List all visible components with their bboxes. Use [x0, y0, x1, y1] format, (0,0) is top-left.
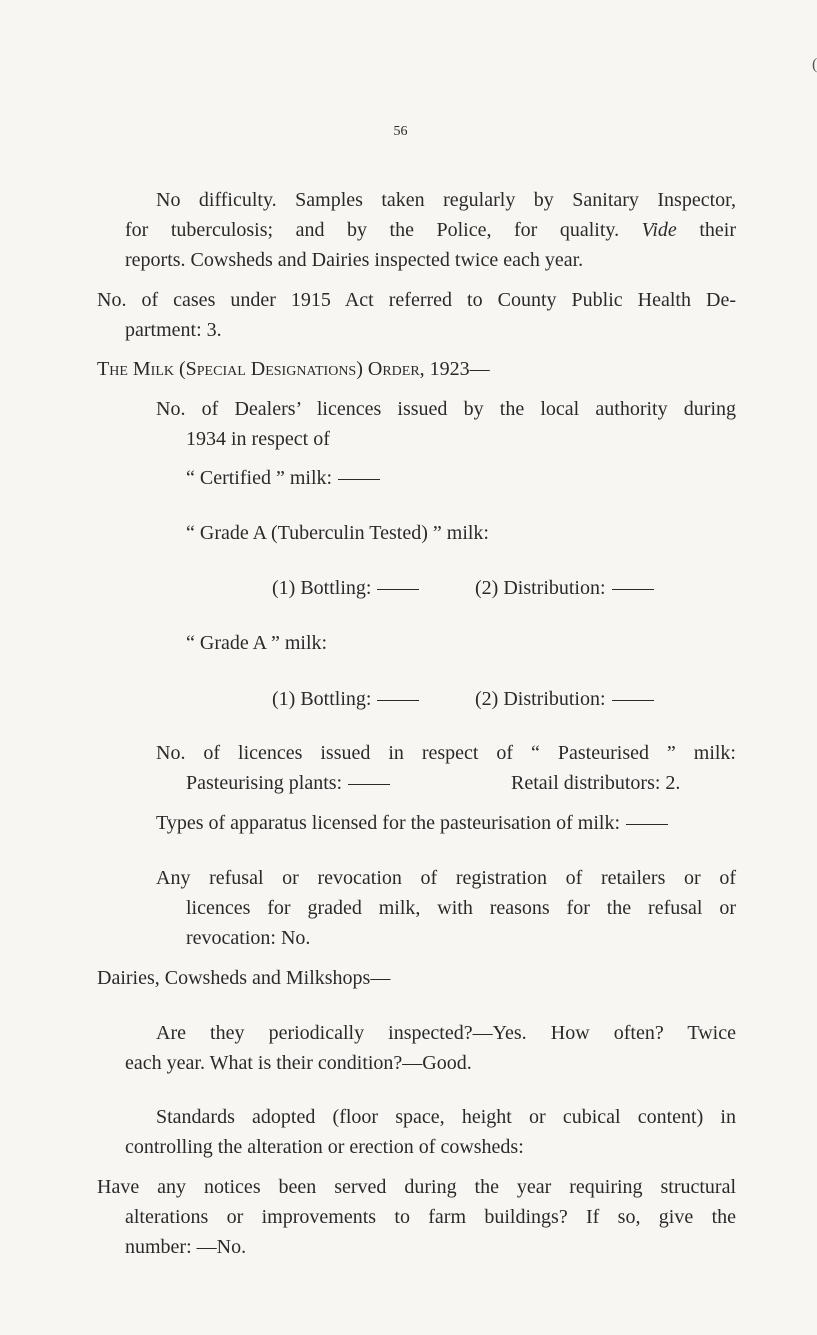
refusal-line3: revocation: No. — [186, 927, 311, 949]
para1-line2-end: their — [699, 219, 736, 241]
blank-rule — [338, 479, 380, 480]
grade-a-line: “ Grade A ” milk: — [186, 632, 328, 654]
para1-line2 — [125, 217, 736, 243]
plants-label: Pasteurising plants: — [186, 772, 343, 794]
notices-line3: number: —No. — [125, 1236, 247, 1258]
standards-line2: controlling the alteration or erection of cowsheds: — [125, 1136, 524, 1158]
corner-mark: ( — [812, 56, 817, 73]
vide-text: Vide — [641, 219, 677, 241]
bottling-1-label: (1) Bottling: — [272, 577, 372, 599]
para1-line1: No difficulty. Samples taken regularly by Sanitary Inspector, — [156, 189, 736, 211]
blank-rule — [377, 700, 419, 701]
notices-line1: Have any notices been served during the year requiring structural — [97, 1176, 736, 1198]
standards-line1: Standards adopted (floor space, height or cubical content) in — [156, 1106, 736, 1128]
blank-rule — [612, 700, 654, 701]
cases-line2: partment: 3. — [125, 319, 222, 341]
blank-rule — [377, 589, 419, 590]
dairies-heading: Dairies, Cowsheds and Milkshops— — [97, 967, 391, 989]
distribution-1-label: (2) Distribution: — [475, 577, 606, 599]
para1-line2-text: for tuberculosis; and by the Police, for quality. — [125, 219, 620, 241]
pasteurising-plants — [186, 770, 390, 796]
certified-line — [186, 465, 380, 491]
certified-label: “ Certified ” milk: — [186, 467, 333, 489]
distribution-2 — [475, 686, 654, 712]
inspected-line2: each year. What is their condition?—Good. — [125, 1052, 472, 1074]
notices-line2: alterations or improvements to farm buildings? If so, give the — [125, 1206, 736, 1228]
order-heading: The Milk (Special Designations) Order, 1923— — [97, 358, 490, 380]
bottling-1 — [272, 575, 419, 601]
bottling-2-label: (1) Bottling: — [272, 688, 372, 710]
dealers-line2: 1934 in respect of — [186, 428, 330, 450]
refusal-line1: Any refusal or revocation of registration of retailers or of — [156, 867, 736, 889]
cases-line1: No. of cases under 1915 Act referred to County Public Health De- — [97, 289, 736, 311]
page-number: 56 — [393, 124, 408, 139]
blank-rule — [348, 784, 390, 785]
apparatus-label: Types of apparatus licensed for the pasteurisation of milk: — [156, 812, 621, 834]
refusal-line2: licences for graded milk, with reasons for the refusal or — [186, 897, 736, 919]
para1-line3: reports. Cowsheds and Dairies inspected twice each year. — [125, 249, 584, 271]
apparatus-line — [156, 810, 668, 836]
grade-a-tt-line: “ Grade A (Tuberculin Tested) ” milk: — [186, 522, 489, 544]
retail-distributors: Retail distributors: 2. — [511, 772, 681, 794]
pasteurised-line1: No. of licences issued in respect of “ Pasteurised ” milk: — [156, 742, 736, 764]
distribution-2-label: (2) Distribution: — [475, 688, 606, 710]
distribution-1 — [475, 575, 654, 601]
blank-rule — [612, 589, 654, 590]
inspected-line1: Are they periodically inspected?—Yes. How often? Twice — [156, 1022, 736, 1044]
blank-rule — [626, 824, 668, 825]
dealers-line1: No. of Dealers’ licences issued by the local authority during — [156, 398, 736, 420]
bottling-2 — [272, 686, 419, 712]
